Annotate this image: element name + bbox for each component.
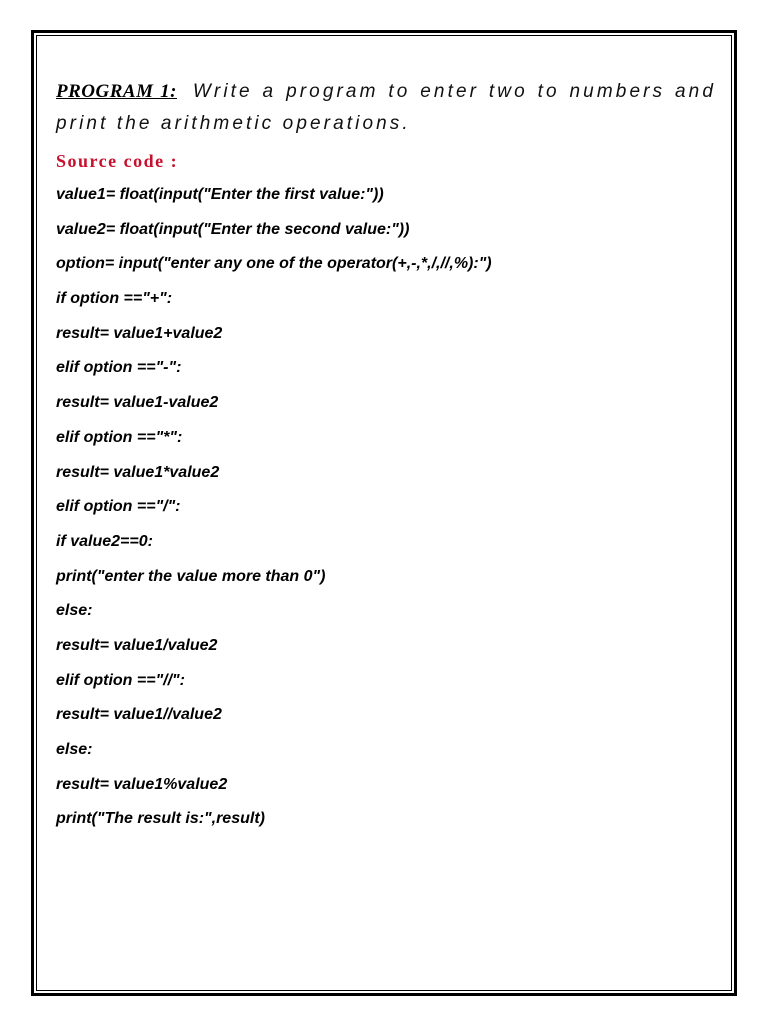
code-line: if option =="+": xyxy=(56,290,173,308)
code-line: result= value1/value2 xyxy=(56,636,218,654)
code-line: value2= float(input("Enter the second value:")) xyxy=(56,220,410,238)
code-line: print("enter the value more than 0") xyxy=(56,567,326,585)
program-label: PROGRAM 1: xyxy=(56,81,178,102)
source-code-label: Source code : xyxy=(56,151,179,171)
program-heading xyxy=(56,76,716,140)
code-line: result= value1%value2 xyxy=(56,775,228,793)
code-block xyxy=(56,184,716,843)
code-line: elif option =="/": xyxy=(56,498,181,516)
code-line: option= input("enter any one of the operator(+,-,*,/,//,%):") xyxy=(56,255,492,273)
code-line: print("The result is:",result) xyxy=(56,810,265,828)
code-line: else: xyxy=(56,602,93,620)
code-line: result= value1//value2 xyxy=(56,706,222,724)
code-line: result= value1+value2 xyxy=(56,324,223,342)
code-line: result= value1*value2 xyxy=(56,463,220,481)
code-line: value1= float(input("Enter the first value:")) xyxy=(56,186,384,203)
code-line: else: xyxy=(56,741,93,758)
code-line: elif option =="//": xyxy=(56,671,185,689)
page-content xyxy=(56,76,716,843)
code-line: elif option =="*": xyxy=(56,428,183,446)
code-line: result= value1-value2 xyxy=(56,394,219,412)
program-description: Write a program to enter two to numbers and print the arithmetic operations. xyxy=(56,81,716,134)
code-line: if value2==0: xyxy=(56,532,153,550)
code-line: elif option =="-": xyxy=(56,359,182,377)
